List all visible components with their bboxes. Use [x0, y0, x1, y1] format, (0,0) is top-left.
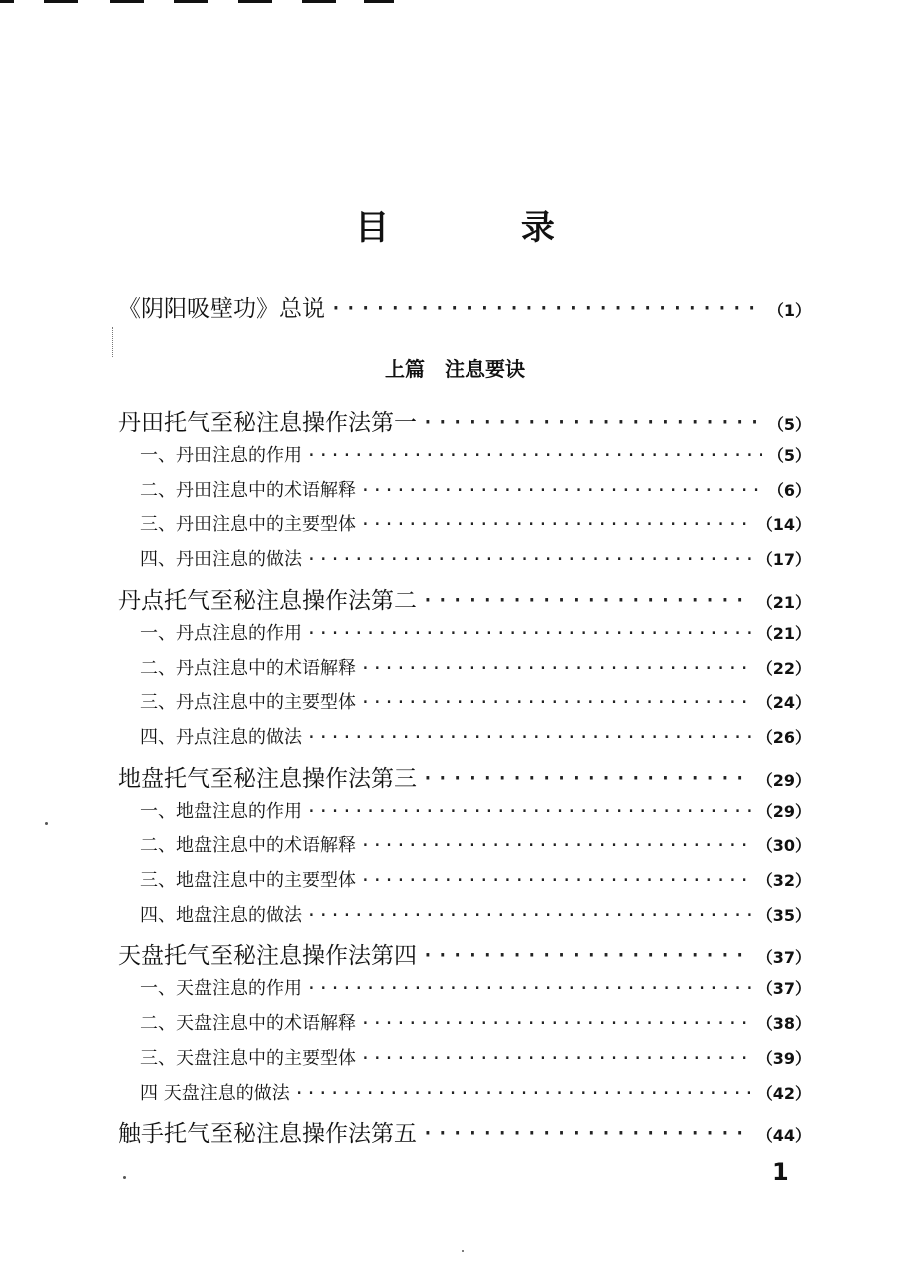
toc-section[interactable] — [140, 974, 811, 1000]
toc-entry-label: 二、地盘注息中的术语解释 — [140, 835, 356, 857]
toc-entry-page: （32） — [756, 871, 811, 890]
toc-entry-page: （35） — [756, 905, 811, 925]
toc-section[interactable] — [140, 654, 811, 680]
leader-dots — [421, 943, 751, 969]
top-mark — [0, 0, 14, 3]
toc-section[interactable] — [140, 545, 811, 571]
leader-dots — [360, 835, 751, 856]
toc-section[interactable] — [140, 723, 811, 749]
leader-dots — [421, 588, 751, 614]
toc-entry-page: （14） — [756, 515, 811, 535]
toc-entry-label: 四、地盘注息的做法 — [140, 904, 302, 926]
toc-section[interactable] — [140, 619, 811, 645]
toc-section[interactable] — [140, 831, 811, 857]
leader-dots — [421, 410, 762, 436]
leader-dots — [421, 1121, 751, 1147]
leader-dots — [306, 978, 751, 999]
scan-speck — [462, 1250, 464, 1252]
leader-dots — [360, 514, 751, 535]
leader-dots — [360, 870, 751, 891]
top-mark — [44, 0, 78, 3]
toc-section[interactable] — [140, 866, 811, 892]
toc-chapter[interactable] — [118, 937, 811, 970]
page-number: 1 — [772, 1158, 789, 1186]
toc-entry-page: （37） — [756, 948, 811, 968]
leader-dots — [360, 480, 762, 501]
leader-dots — [360, 1048, 751, 1069]
toc-entry-label: 三、天盘注息中的主要型体 — [140, 1047, 356, 1069]
leader-dots — [306, 801, 751, 822]
toc-section[interactable] — [140, 510, 811, 536]
toc-entry-page: （26） — [756, 727, 811, 747]
leader-dots — [306, 445, 762, 466]
top-mark — [302, 0, 336, 3]
toc-chapter[interactable] — [118, 404, 811, 437]
toc-entry-page: （30） — [756, 836, 811, 856]
toc-entry-page: （1） — [767, 301, 811, 320]
toc-entry-label: 丹点托气至秘注息操作法第二 — [118, 587, 417, 614]
toc-entry-page: （21） — [756, 623, 811, 643]
leader-dots — [360, 658, 751, 679]
toc-entry-page: （39） — [756, 1048, 811, 1068]
toc-entry-label: 一、丹点注息的作用 — [140, 622, 302, 644]
toc-entry-page: （29） — [756, 801, 811, 821]
toc-entry-label: 丹田托气至秘注息操作法第一 — [118, 410, 417, 436]
toc-section[interactable] — [140, 688, 811, 714]
leader-dots — [421, 766, 751, 792]
toc-entry-page: （29） — [756, 770, 811, 790]
toc-entry-label: 天盘托气至秘注息操作法第四 — [118, 943, 417, 970]
top-mark — [110, 0, 144, 3]
toc-entry-page: （44） — [756, 1126, 811, 1146]
toc-entry-label: 一、天盘注息的作用 — [140, 978, 302, 1000]
leader-dots — [306, 623, 751, 644]
top-mark — [364, 0, 394, 3]
toc-section[interactable] — [140, 1044, 811, 1070]
toc-entry-page: （37） — [756, 979, 811, 999]
toc-entry-label: 二、丹点注息中的术语解释 — [140, 657, 356, 679]
leader-dots — [306, 727, 751, 748]
toc-entry-label: 二、丹田注息中的术语解释 — [140, 479, 356, 501]
toc-entry-page: （17） — [756, 550, 811, 570]
leader-dots — [294, 1083, 751, 1104]
toc-chapter[interactable] — [118, 1115, 811, 1148]
toc-section[interactable] — [140, 476, 811, 502]
toc-entry-label: 四、丹田注息的做法 — [140, 549, 302, 571]
toc-section[interactable] — [140, 1079, 811, 1105]
toc-entry-page: （38） — [756, 1014, 811, 1034]
toc-entry-label: 四、丹点注息的做法 — [140, 726, 302, 748]
leader-dots — [306, 905, 751, 926]
toc-entry-label: 一、丹田注息的作用 — [140, 445, 302, 466]
toc-entry-label: 触手托气至秘注息操作法第五 — [118, 1121, 417, 1148]
part-heading: 上篇 注息要诀 — [385, 357, 525, 381]
leader-dots — [306, 549, 751, 570]
toc-section[interactable] — [140, 441, 811, 467]
toc-entry-page: （6） — [767, 480, 811, 500]
scan-speck — [45, 822, 48, 825]
toc-entry-intro[interactable] — [118, 290, 811, 323]
toc-section[interactable] — [140, 1009, 811, 1035]
page-title: 目 录 — [355, 208, 615, 248]
toc-entry-page: （5） — [767, 415, 811, 434]
toc-entry-label: 《阴阳吸壁功》总说 — [118, 296, 325, 322]
toc-entry-page: （21） — [756, 592, 811, 612]
toc-entry-label: 三、地盘注息中的主要型体 — [140, 870, 356, 891]
leader-dots — [329, 296, 762, 322]
toc-entry-page: （24） — [756, 693, 811, 713]
top-mark — [238, 0, 272, 3]
toc-entry-label: 地盘托气至秘注息操作法第三 — [118, 765, 417, 792]
toc-entry-page: （42） — [756, 1083, 811, 1103]
top-mark — [174, 0, 208, 3]
toc-entry-label: 四 天盘注息的做法 — [140, 1082, 290, 1104]
leader-dots — [360, 1013, 751, 1034]
toc-chapter[interactable] — [118, 760, 811, 793]
toc-chapter[interactable] — [118, 582, 811, 615]
toc-section[interactable] — [140, 797, 811, 823]
toc-entry-label: 三、丹田注息中的主要型体 — [140, 514, 356, 536]
scan-speck — [123, 1176, 126, 1179]
toc-entry-label: 三、丹点注息中的主要型体 — [140, 692, 356, 714]
toc-entry-page: （5） — [767, 446, 811, 465]
toc-entry-page: （22） — [756, 658, 811, 678]
toc-entry-label: 二、天盘注息中的术语解释 — [140, 1013, 356, 1035]
leader-dots — [360, 692, 751, 713]
top-edge-marks — [0, 0, 910, 6]
toc-entry-label: 一、地盘注息的作用 — [140, 800, 302, 822]
toc-section[interactable] — [140, 901, 811, 927]
